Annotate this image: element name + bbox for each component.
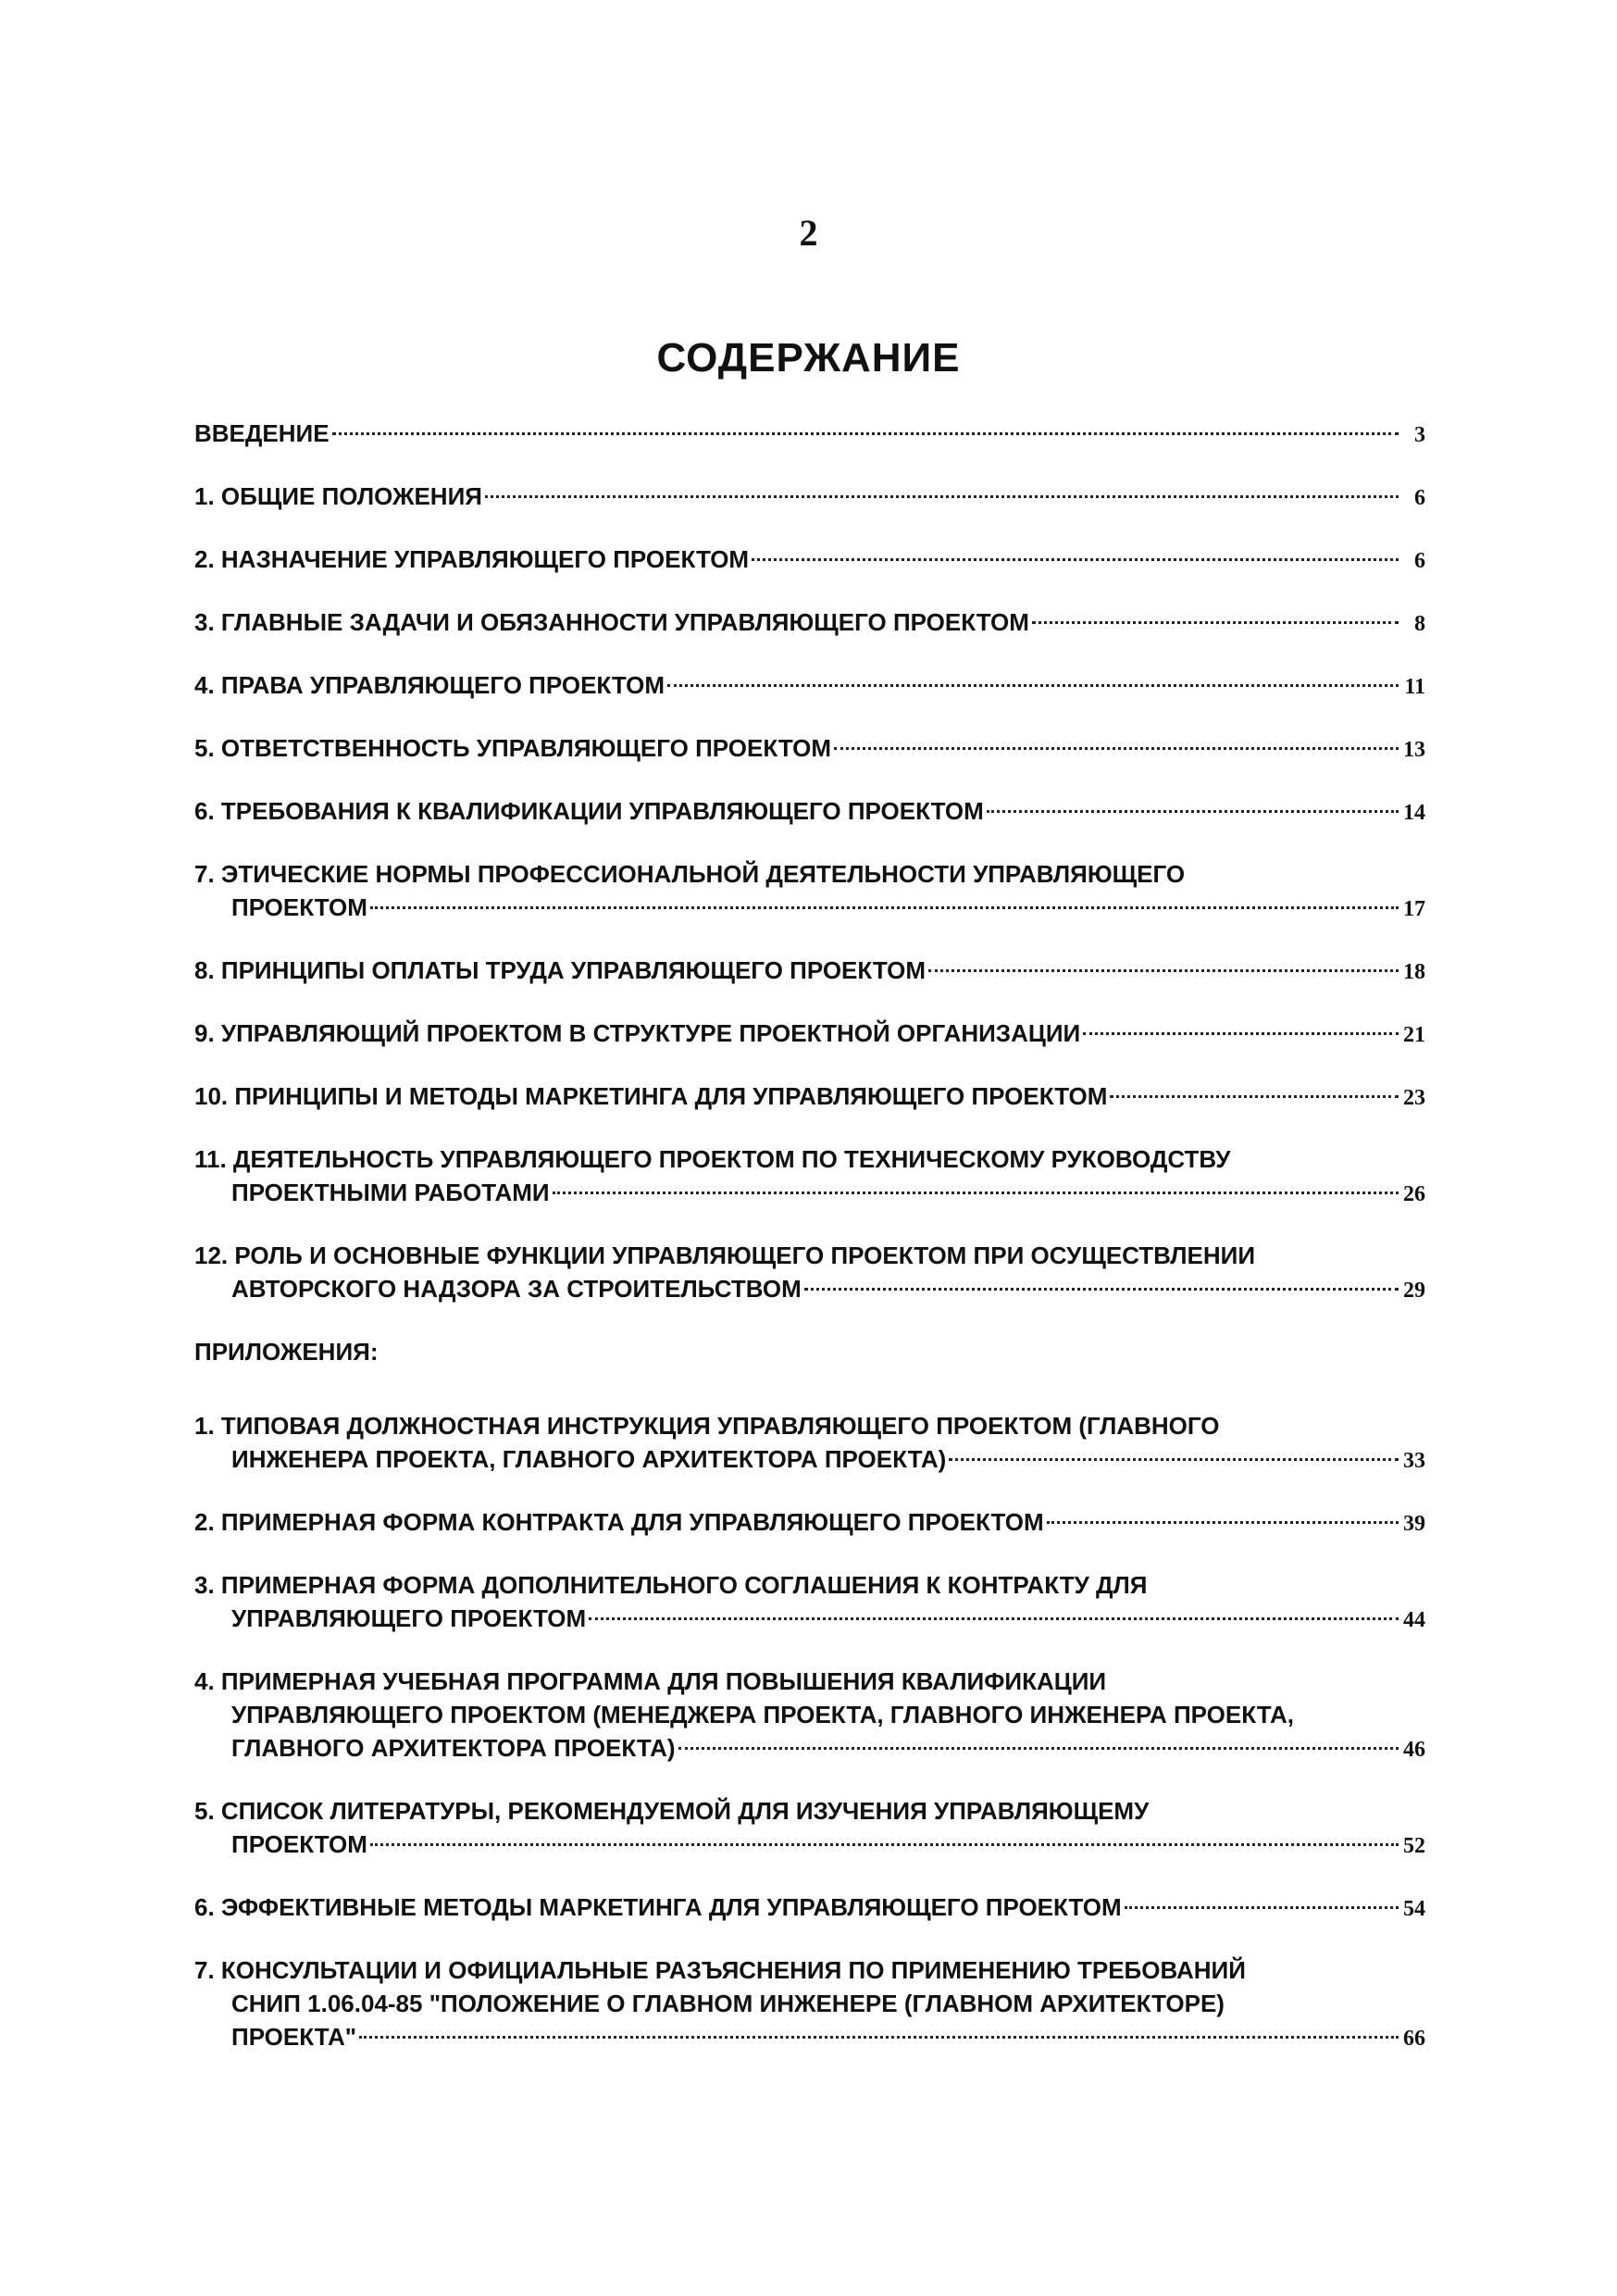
toc-entry-title: 9. УПРАВЛЯЮЩИЙ ПРОЕКТОМ В СТРУКТУРЕ ПРОЕКТНОЙ ОРГАНИЗАЦИИ bbox=[194, 1019, 1081, 1047]
toc-entry-title-line: 11. ДЕЯТЕЛЬНОСТЬ УПРАВЛЯЮЩЕГО ПРОЕКТОМ ПО ТЕХНИЧЕСКОМУ РУКОВОДСТВУ bbox=[194, 1145, 1231, 1173]
page-title: СОДЕРЖАНИЕ bbox=[656, 335, 961, 381]
toc-entry-title: 5. ОТВЕТСТВЕННОСТЬ УПРАВЛЯЮЩЕГО ПРОЕКТОМ bbox=[194, 734, 831, 762]
toc-entry-row bbox=[194, 1017, 1425, 1052]
toc-entry-page-number: 17 bbox=[1403, 897, 1425, 921]
toc-entry-page-number: 8 bbox=[1414, 612, 1425, 636]
toc-entry-title-line: 5. СПИСОК ЛИТЕРАТУРЫ, РЕКОМЕНДУЕМОЙ ДЛЯ ИЗУЧЕНИЯ УПРАВЛЯЮЩЕМУ bbox=[194, 1797, 1150, 1825]
toc-entry-title-line: 7. ЭТИЧЕСКИЕ НОРМЫ ПРОФЕССИОНАЛЬНОЙ ДЕЯТЕЛЬНОСТИ УПРАВЛЯЮЩЕГО bbox=[194, 860, 1186, 888]
toc-entry-page-number: 44 bbox=[1403, 1608, 1425, 1632]
dot-leader bbox=[332, 432, 1399, 435]
dot-leader bbox=[752, 558, 1399, 561]
toc-entry bbox=[194, 543, 1425, 578]
toc-entry-row bbox=[194, 417, 1425, 452]
toc-entry-row bbox=[194, 1731, 1425, 1766]
toc-entry-page-number: 6 bbox=[1414, 549, 1425, 573]
toc-entry bbox=[194, 857, 1425, 926]
toc-entry bbox=[194, 1665, 1425, 1766]
toc-entry bbox=[194, 954, 1425, 989]
dot-leader bbox=[553, 1192, 1399, 1194]
toc-entry-page-number: 29 bbox=[1403, 1279, 1425, 1303]
dot-leader bbox=[1083, 1032, 1399, 1035]
dot-leader bbox=[485, 495, 1399, 498]
toc-entry bbox=[194, 668, 1425, 704]
toc-entry-title: 4. ПРАВА УПРАВЛЯЮЩЕГО ПРОЕКТОМ bbox=[194, 671, 665, 699]
toc-entry-page-number: 66 bbox=[1403, 2027, 1425, 2051]
dot-leader bbox=[928, 969, 1399, 972]
table-of-contents bbox=[194, 417, 1425, 2083]
dot-leader bbox=[1032, 621, 1399, 624]
toc-entry-page-number: 39 bbox=[1403, 1512, 1425, 1536]
toc-entry bbox=[194, 794, 1425, 830]
appendix-heading: ПРИЛОЖЕНИЯ: bbox=[194, 1338, 379, 1366]
toc-entry-row bbox=[194, 1505, 1425, 1541]
toc-entry-title: ИНЖЕНЕРА ПРОЕКТА, ГЛАВНОГО АРХИТЕКТОРА ПРОЕКТА) bbox=[231, 1445, 947, 1473]
toc-entry-title: 3. ГЛАВНЫЕ ЗАДАЧИ И ОБЯЗАННОСТИ УПРАВЛЯЮЩЕГО ПРОЕКТОМ bbox=[194, 608, 1029, 636]
toc-entry-page-number: 33 bbox=[1403, 1449, 1425, 1473]
toc-entry-title: 1. ОБЩИЕ ПОЛОЖЕНИЯ bbox=[194, 482, 482, 510]
toc-entry-title: ПРОЕКТА" bbox=[231, 2023, 357, 2051]
toc-entry-title-line: СНИП 1.06.04-85 "ПОЛОЖЕНИЕ О ГЛАВНОМ ИНЖЕНЕРЕ (ГЛАВНОМ АРХИТЕКТОРЕ) bbox=[231, 1990, 1225, 2017]
toc-entry-title: 6. ЭФФЕКТИВНЫЕ МЕТОДЫ МАРКЕТИНГА ДЛЯ УПРАВЛЯЮЩЕГО ПРОЕКТОМ bbox=[194, 1893, 1122, 1921]
toc-entry-title: 6. ТРЕБОВАНИЯ К КВАЛИФИКАЦИИ УПРАВЛЯЮЩЕГО ПРОЕКТОМ bbox=[194, 797, 984, 825]
toc-entry-title-line: 12. РОЛЬ И ОСНОВНЫЕ ФУНКЦИИ УПРАВЛЯЮЩЕГО ПРОЕКТОМ ПРИ ОСУЩЕСТВЛЕНИИ bbox=[194, 1242, 1256, 1269]
toc-entry-page-number: 18 bbox=[1403, 960, 1425, 984]
toc-entry-row bbox=[194, 2020, 1425, 2055]
toc-entry bbox=[194, 1239, 1425, 1307]
toc-entry-row bbox=[194, 1176, 1425, 1211]
toc-entry bbox=[194, 731, 1425, 767]
toc-appendix-section bbox=[194, 1409, 1425, 2055]
toc-entry-title: УПРАВЛЯЮЩЕГО ПРОЕКТОМ bbox=[231, 1604, 587, 1632]
toc-entry bbox=[194, 605, 1425, 641]
toc-entry bbox=[194, 1142, 1425, 1211]
toc-entry-title-line: 1. ТИПОВАЯ ДОЛЖНОСТНАЯ ИНСТРУКЦИЯ УПРАВЛЯЮЩЕГО ПРОЕКТОМ (ГЛАВНОГО bbox=[194, 1412, 1220, 1440]
dot-leader bbox=[949, 1458, 1399, 1461]
toc-entry-row bbox=[194, 1828, 1425, 1863]
dot-leader bbox=[1125, 1906, 1399, 1909]
toc-entry-row bbox=[194, 543, 1425, 578]
dot-leader bbox=[678, 1747, 1399, 1750]
toc-entry-title: 2. ПРИМЕРНАЯ ФОРМА КОНТРАКТА ДЛЯ УПРАВЛЯЮЩЕГО ПРОЕКТОМ bbox=[194, 1508, 1044, 1536]
toc-entry bbox=[194, 1017, 1425, 1052]
dot-leader bbox=[589, 1617, 1399, 1620]
toc-main-section bbox=[194, 417, 1425, 1307]
toc-entry-page-number: 14 bbox=[1403, 801, 1425, 825]
toc-entry-row bbox=[194, 1079, 1425, 1115]
toc-entry-row bbox=[194, 1890, 1425, 1926]
toc-entry bbox=[194, 417, 1425, 452]
toc-entry-page-number: 6 bbox=[1414, 486, 1425, 510]
toc-entry-row bbox=[194, 480, 1425, 515]
toc-entry-row bbox=[194, 1442, 1425, 1478]
dot-leader bbox=[370, 1843, 1399, 1846]
toc-entry-row bbox=[194, 731, 1425, 767]
toc-entry-row bbox=[194, 794, 1425, 830]
toc-entry-title-line: 7. КОНСУЛЬТАЦИИ И ОФИЦИАЛЬНЫЕ РАЗЪЯСНЕНИЯ ПО ПРИМЕНЕНИЮ ТРЕБОВАНИЙ bbox=[194, 1956, 1246, 1984]
dot-leader bbox=[370, 906, 1399, 909]
dot-leader bbox=[804, 1288, 1399, 1291]
dot-leader bbox=[987, 810, 1399, 813]
dot-leader bbox=[1047, 1521, 1399, 1524]
toc-entry-title: ПРОЕКТНЫМИ РАБОТАМИ bbox=[231, 1179, 550, 1206]
toc-entry-title: 2. НАЗНАЧЕНИЕ УПРАВЛЯЮЩЕГО ПРОЕКТОМ bbox=[194, 545, 750, 573]
toc-entry-page-number: 54 bbox=[1403, 1897, 1425, 1921]
toc-entry-row bbox=[194, 954, 1425, 989]
toc-entry bbox=[194, 1409, 1425, 1478]
toc-entry bbox=[194, 1794, 1425, 1863]
toc-entry-row bbox=[194, 668, 1425, 704]
toc-entry-title: 10. ПРИНЦИПЫ И МЕТОДЫ МАРКЕТИНГА ДЛЯ УПРАВЛЯЮЩЕГО ПРОЕКТОМ bbox=[194, 1082, 1108, 1110]
toc-entry-title: АВТОРСКОГО НАДЗОРА ЗА СТРОИТЕЛЬСТВОМ bbox=[231, 1275, 802, 1303]
toc-entry-row bbox=[194, 891, 1425, 926]
dot-leader bbox=[1110, 1095, 1399, 1098]
toc-entry-page-number: 21 bbox=[1403, 1023, 1425, 1047]
dot-leader bbox=[667, 684, 1399, 687]
toc-entry-page-number: 11 bbox=[1404, 675, 1425, 699]
toc-entry-title: ВВЕДЕНИЕ bbox=[194, 419, 330, 447]
toc-entry-title: 8. ПРИНЦИПЫ ОПЛАТЫ ТРУДА УПРАВЛЯЮЩЕГО ПРОЕКТОМ bbox=[194, 956, 927, 984]
page-number: 2 bbox=[799, 212, 818, 254]
toc-entry-row bbox=[194, 1272, 1425, 1307]
toc-entry-title: ПРОЕКТОМ bbox=[231, 1830, 367, 1858]
toc-entry-row bbox=[194, 605, 1425, 641]
dot-leader bbox=[834, 747, 1399, 750]
toc-entry bbox=[194, 1505, 1425, 1541]
toc-entry-row bbox=[194, 1602, 1425, 1637]
dot-leader bbox=[359, 2036, 1399, 2039]
toc-entry bbox=[194, 1079, 1425, 1115]
toc-entry-title: ПРОЕКТОМ bbox=[231, 893, 367, 921]
toc-entry-page-number: 52 bbox=[1403, 1834, 1425, 1858]
toc-entry-page-number: 23 bbox=[1403, 1086, 1425, 1110]
toc-entry-page-number: 3 bbox=[1414, 423, 1425, 447]
toc-entry bbox=[194, 1568, 1425, 1637]
toc-entry bbox=[194, 480, 1425, 515]
toc-entry bbox=[194, 1890, 1425, 1926]
toc-entry-page-number: 46 bbox=[1403, 1738, 1425, 1762]
toc-entry bbox=[194, 1953, 1425, 2055]
toc-entry-title: ГЛАВНОГО АРХИТЕКТОРА ПРОЕКТА) bbox=[231, 1734, 676, 1762]
toc-entry-page-number: 13 bbox=[1403, 738, 1425, 762]
toc-entry-title-line: 4. ПРИМЕРНАЯ УЧЕБНАЯ ПРОГРАММА ДЛЯ ПОВЫШЕНИЯ КВАЛИФИКАЦИИ bbox=[194, 1667, 1107, 1695]
toc-entry-page-number: 26 bbox=[1403, 1182, 1425, 1206]
toc-entry-title-line: 3. ПРИМЕРНАЯ ФОРМА ДОПОЛНИТЕЛЬНОГО СОГЛАШЕНИЯ К КОНТРАКТУ ДЛЯ bbox=[194, 1571, 1148, 1599]
toc-entry-title-line: УПРАВЛЯЮЩЕГО ПРОЕКТОМ (МЕНЕДЖЕРА ПРОЕКТА, ГЛАВНОГО ИНЖЕНЕРА ПРОЕКТА, bbox=[231, 1701, 1295, 1728]
